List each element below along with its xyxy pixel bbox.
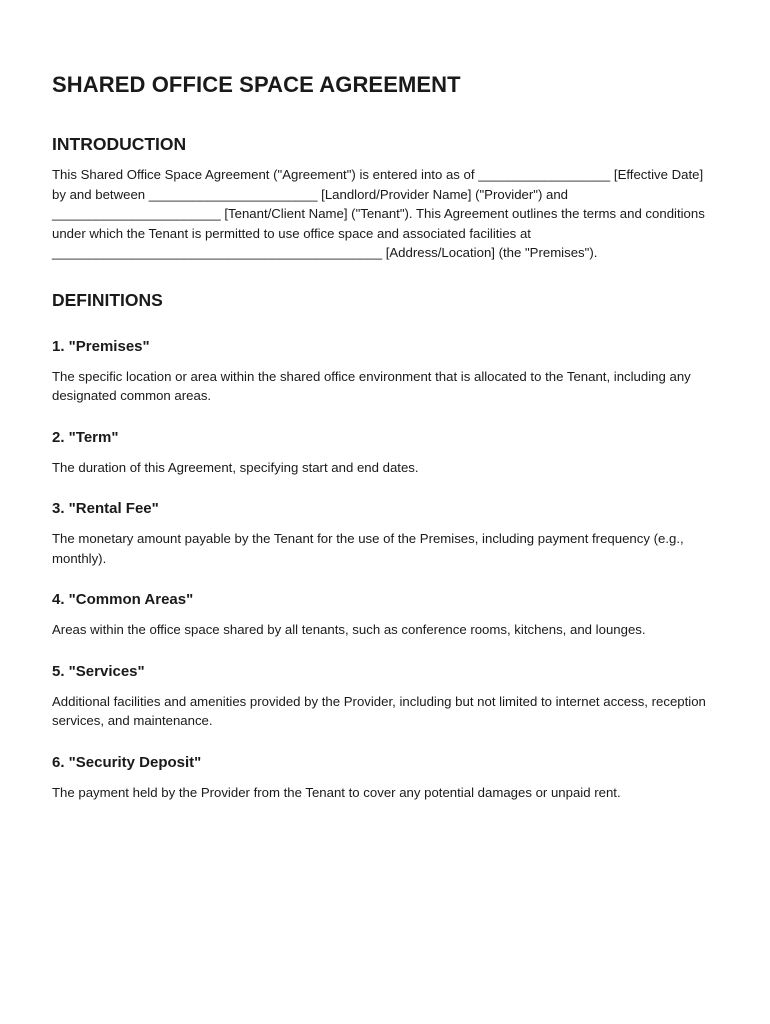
definition-term: 5. "Services" — [52, 662, 145, 680]
definition-text: The monetary amount payable by the Tenant for the use of the Premises, including payment frequency (e.g., monthly). — [52, 531, 684, 566]
definition-term: 4. "Common Areas" — [52, 591, 194, 608]
definition-term: 1. "Premises" — [52, 337, 150, 355]
intro-text-4: [Tenant/Client Name] ("Tenant"). This Agreement outlines the terms and conditions under which the Tenant is permitted to use office space and associated facilities at — [52, 206, 705, 241]
intro-text-1: This Shared Office Space Agreement ("Agreement") is entered into as of — [52, 167, 479, 182]
address-blank: _____________________________________________ — [52, 245, 383, 260]
intro-text-2: [Effective Date] by and between — [52, 167, 704, 202]
tenant-name-blank: _______________________ — [52, 206, 221, 221]
definition-term: 3. "Rental Fee" — [52, 500, 159, 517]
definition-services — [52, 662, 718, 731]
definition-term: 2. "Term" — [52, 428, 119, 446]
intro-text-5: [Address/Location] (the "Premises"). — [385, 245, 598, 260]
definition-premises — [52, 337, 718, 406]
definition-text: Additional facilities and amenities provided by the Provider, including but not limited to internet access, reception services, and maintenance. — [52, 693, 706, 728]
introduction-heading: INTRODUCTION — [52, 134, 187, 154]
document-title: SHARED OFFICE SPACE AGREEMENT — [52, 72, 461, 97]
definition-text: The duration of this Agreement, specifying start and end dates. — [52, 459, 419, 475]
definition-rental-fee — [52, 499, 718, 568]
effective-date-blank: __________________ — [478, 167, 611, 182]
intro-text-3: [Landlord/Provider Name] ("Provider") and — [317, 186, 569, 202]
definition-text: Areas within the office space shared by all tenants, such as conference rooms, kitchens, and lounges. — [52, 622, 646, 637]
definition-term: 6. "Security Deposit" — [52, 753, 202, 771]
definition-text: The payment held by the Provider from the Tenant to cover any potential damages or unpaid rent. — [52, 784, 621, 800]
definitions-heading: DEFINITIONS — [52, 289, 163, 310]
definition-term-item — [52, 428, 718, 478]
definition-text: The specific location or area within the shared office environment that is allocated to the Tenant, including any designated common areas. — [52, 368, 691, 403]
provider-name-blank: _______________________ — [148, 186, 318, 202]
introduction-paragraph — [52, 165, 718, 263]
definition-common-areas — [52, 590, 718, 640]
definition-security-deposit — [52, 753, 718, 803]
